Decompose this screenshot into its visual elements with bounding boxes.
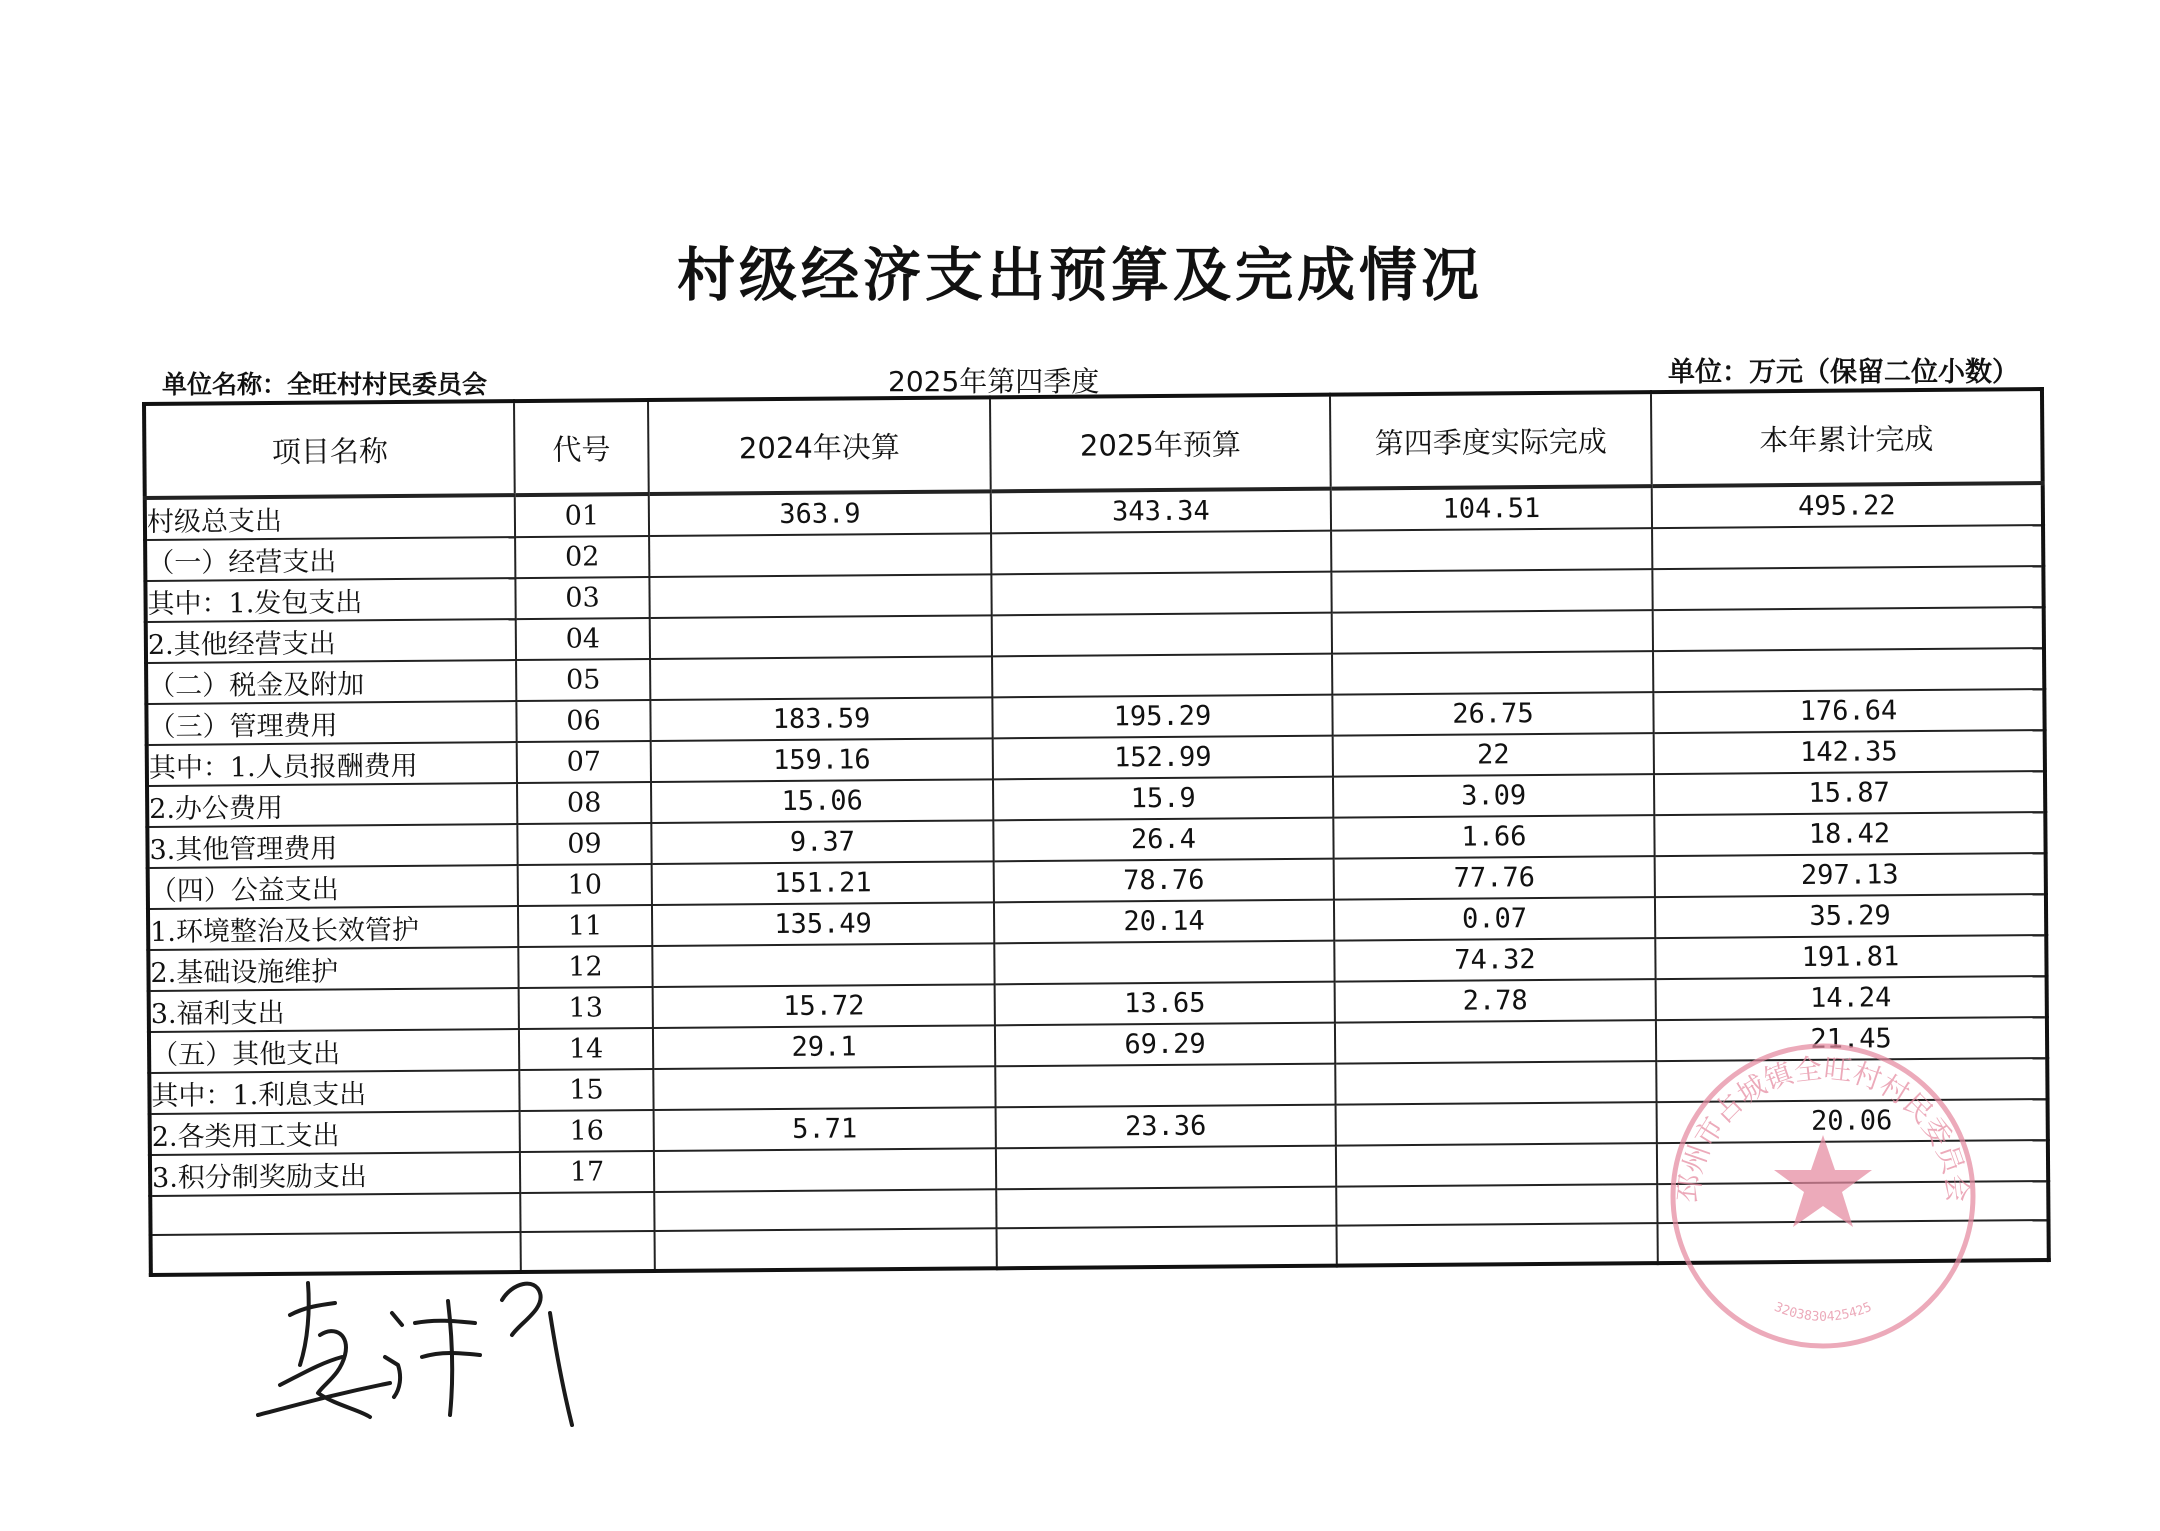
row-q4-actual [1331,528,1652,572]
row-code: 15 [519,1069,653,1111]
row-name: （四）公益支出 [148,865,518,909]
row-final-2024 [653,1066,995,1110]
row-final-2024: 183.59 [650,697,992,741]
row-q4-actual [1331,569,1652,613]
row-code: 03 [515,577,649,619]
row-ytd [1652,566,2043,610]
column-header-ytd: 本年累计完成 [1651,389,2043,486]
row-q4-actual: 3.09 [1333,774,1654,818]
row-code: 06 [516,700,650,742]
row-budget-2025 [995,1064,1335,1108]
row-q4-actual [1336,1184,1657,1226]
row-code: 12 [518,946,652,988]
row-budget-2025 [996,1187,1336,1229]
row-name: （一）经营支出 [145,537,515,581]
row-name: （三）管理费用 [146,701,516,745]
row-q4-actual [1332,610,1653,654]
row-name: （二）税金及附加 [146,660,516,704]
row-name: 3.其他管理费用 [147,824,517,868]
row-code: 14 [519,1028,653,1070]
row-code: 11 [518,905,652,947]
row-budget-2025 [991,572,1331,616]
row-q4-actual: 0.07 [1334,897,1655,941]
row-code: 17 [520,1151,654,1193]
row-ytd: 15.87 [1654,771,2045,815]
seal-number: 3203830425425 [1771,1299,1875,1325]
row-code: 13 [519,987,653,1029]
column-header-name: 项目名称 [144,401,515,498]
seal-star [1774,1135,1872,1227]
row-ytd: 495.22 [1652,483,2043,528]
row-code: 16 [520,1110,654,1152]
unit-note: 单位：万元（保留二位小数） [1668,357,2019,388]
row-q4-actual [1336,1102,1657,1146]
row-name: 其中：1.人员报酬费用 [147,742,517,786]
row-ytd: 18.42 [1654,812,2045,856]
row-final-2024 [655,1228,997,1271]
row-ytd: 14.24 [1656,976,2047,1020]
row-final-2024: 15.72 [653,984,995,1028]
row-budget-2025: 152.99 [993,736,1333,780]
row-code: 05 [516,659,650,701]
row-name: 2.各类用工支出 [150,1111,520,1155]
row-code [520,1192,654,1232]
row-q4-actual [1337,1223,1658,1266]
row-q4-actual: 104.51 [1331,486,1652,531]
row-name: 3.积分制奖励支出 [150,1152,520,1196]
row-budget-2025: 343.34 [991,489,1331,534]
row-name: 2.办公费用 [147,783,517,827]
row-ytd [1653,607,2044,651]
seal-text: 邳州市占城镇全旺村村民委员会 [1671,1051,1975,1205]
row-name: 其中：1.利息支出 [149,1070,519,1114]
row-name: 其中：1.发包支出 [145,578,515,622]
row-ytd: 20.06 [1657,1099,2048,1143]
row-name: 3.福利支出 [149,988,519,1032]
row-budget-2025 [994,941,1334,985]
row-budget-2025: 26.4 [993,818,1333,862]
row-q4-actual: 74.32 [1334,938,1655,982]
row-name [150,1193,520,1235]
column-header-code: 代号 [514,400,649,495]
column-header-q4-actual: 第四季度实际完成 [1330,392,1652,489]
row-q4-actual [1332,651,1653,695]
row-final-2024: 151.21 [652,861,994,905]
row-final-2024 [654,1189,996,1231]
row-budget-2025 [992,613,1332,657]
official-seal [1662,1035,1984,1357]
row-final-2024 [652,943,994,987]
row-q4-actual: 2.78 [1335,979,1656,1023]
row-budget-2025 [997,1226,1337,1269]
row-final-2024 [650,615,992,659]
row-final-2024 [649,533,991,577]
row-code: 02 [515,536,649,578]
row-final-2024: 5.71 [654,1107,996,1151]
row-ytd: 176.64 [1653,689,2044,733]
row-q4-actual: 22 [1333,733,1654,777]
row-ytd: 142.35 [1654,730,2045,774]
row-q4-actual: 26.75 [1332,692,1653,736]
row-budget-2025: 195.29 [992,695,1332,739]
row-final-2024: 15.06 [651,779,993,823]
row-final-2024: 29.1 [653,1025,995,1069]
report-period: 2025年第四季度 [888,365,1100,398]
unit-name: 单位名称：全旺村村民委员会 [162,370,488,399]
row-code: 09 [517,823,651,865]
row-q4-actual: 1.66 [1333,815,1654,859]
row-budget-2025: 13.65 [995,982,1335,1026]
row-ytd [1653,648,2044,692]
row-budget-2025: 15.9 [993,777,1333,821]
row-ytd [1652,525,2043,569]
row-q4-actual [1335,1020,1656,1064]
page-title: 村级经济支出预算及完成情况 [676,241,1483,309]
row-ytd: 35.29 [1655,894,2046,938]
row-budget-2025: 23.36 [996,1105,1336,1149]
row-q4-actual [1336,1143,1657,1187]
row-budget-2025 [992,654,1332,698]
row-ytd: 21.45 [1656,1017,2047,1061]
row-final-2024 [649,574,991,618]
row-code: 04 [516,618,650,660]
row-ytd: 191.81 [1655,935,2046,979]
row-name: （五）其他支出 [149,1029,519,1073]
row-name: 1.环境整治及长效管护 [148,906,518,950]
row-final-2024 [654,1148,996,1192]
row-budget-2025: 69.29 [995,1023,1335,1067]
table-header-row [144,389,2043,498]
row-code: 07 [517,741,651,783]
row-code: 08 [517,782,651,824]
row-q4-actual [1335,1061,1656,1105]
row-final-2024: 135.49 [652,902,994,946]
column-header-budget-2025: 2025年预算 [990,395,1331,492]
row-budget-2025 [996,1146,1336,1190]
row-final-2024: 9.37 [651,820,993,864]
row-budget-2025 [991,531,1331,575]
row-code: 10 [518,864,652,906]
row-name: 2.基础设施维护 [148,947,518,991]
row-ytd: 297.13 [1655,853,2046,897]
row-budget-2025: 78.76 [994,859,1334,903]
row-final-2024 [650,656,992,700]
row-name: 2.其他经营支出 [146,619,516,663]
row-final-2024: 363.9 [649,491,991,536]
handwritten-signature [250,1265,620,1435]
row-name: 村级总支出 [145,495,515,540]
row-budget-2025: 20.14 [994,900,1334,944]
row-code: 01 [515,494,649,537]
row-q4-actual: 77.76 [1334,856,1655,900]
column-header-final-2024: 2024年决算 [648,397,991,494]
row-final-2024: 159.16 [651,738,993,782]
